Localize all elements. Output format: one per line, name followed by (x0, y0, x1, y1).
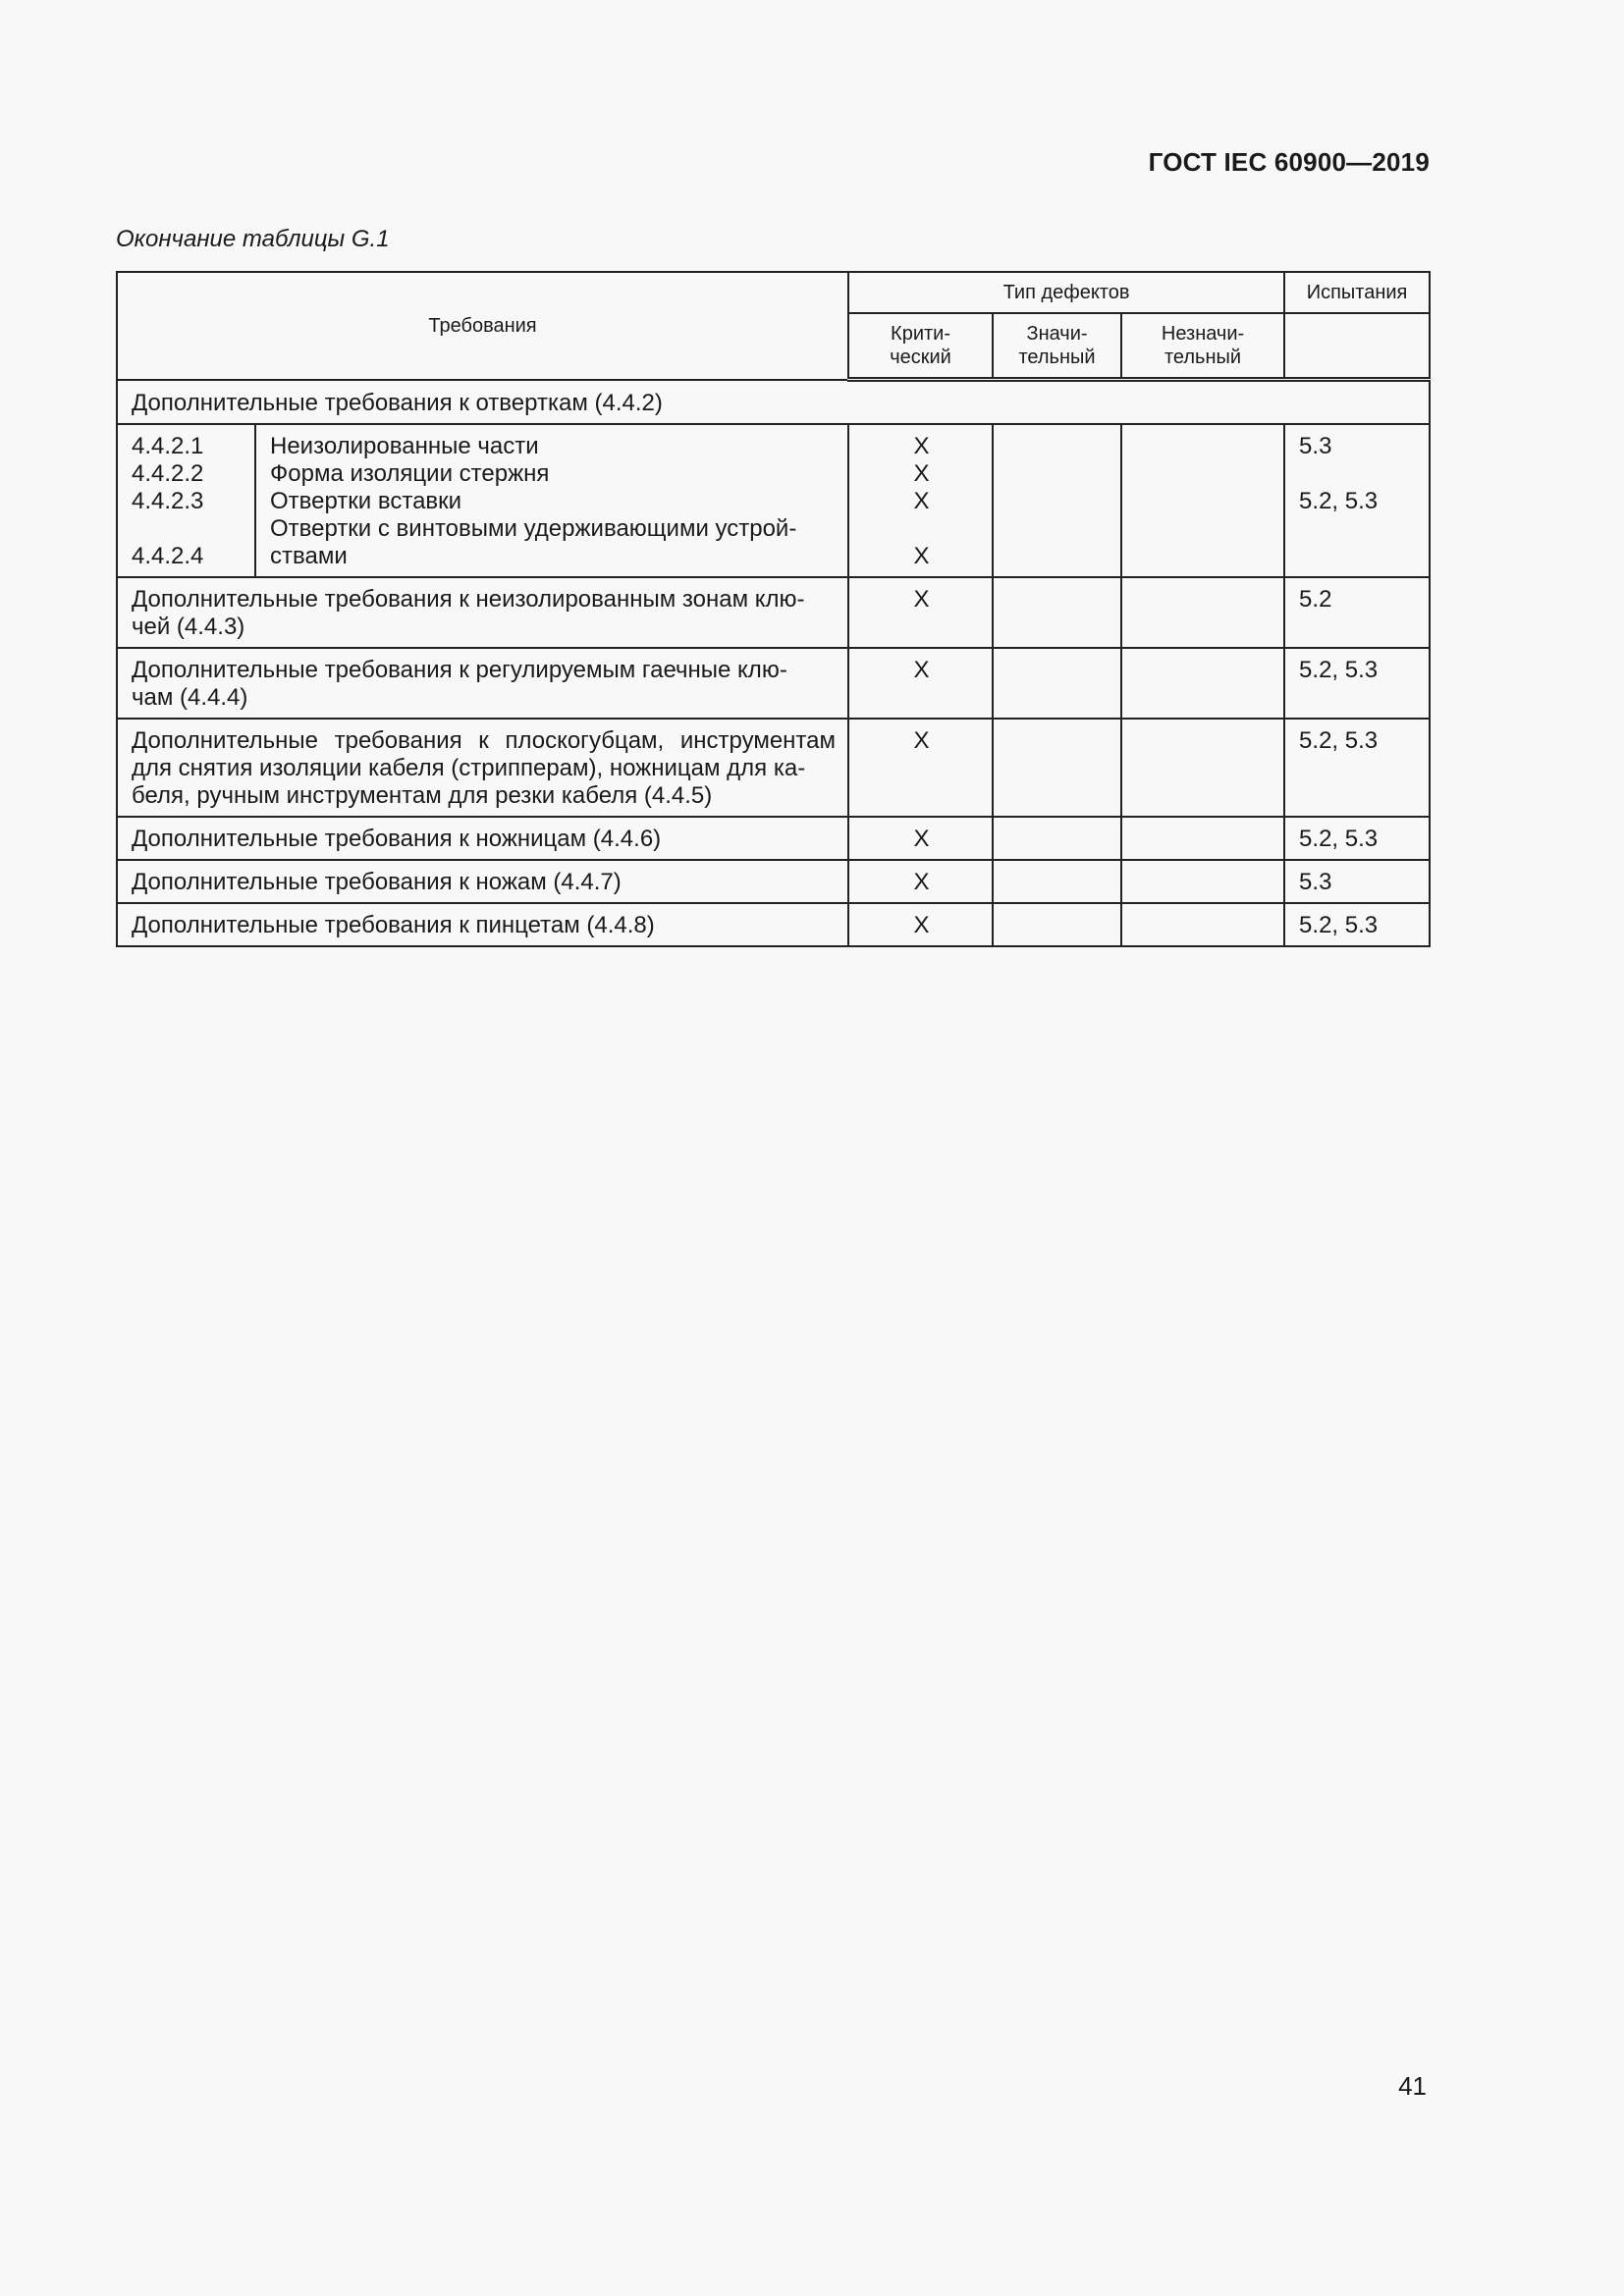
tests-cell: 5.2, 5.3 (1284, 817, 1430, 860)
table-row (117, 424, 1430, 577)
table-row (117, 577, 1430, 648)
requirements-table (116, 271, 1431, 947)
minor-cell (1121, 424, 1284, 577)
tests-value (1299, 515, 1417, 543)
header-tests: Испытания (1284, 272, 1430, 313)
page-number: 41 (1398, 2071, 1427, 2101)
tests-value (1299, 460, 1417, 488)
tests-cell: 5.2, 5.3 (1284, 719, 1430, 817)
minor-cell (1121, 903, 1284, 946)
section-row (117, 380, 1430, 425)
header-critical: Крити- ческий (848, 313, 993, 380)
tests-cell: 5.2 (1284, 577, 1430, 648)
tests-cell: 5.2, 5.3 (1284, 903, 1430, 946)
significant-cell (993, 577, 1121, 648)
header-requirements: Требования (117, 272, 848, 380)
document-code: ГОСТ IEC 60900—2019 (1148, 147, 1430, 177)
minor-cell (1121, 817, 1284, 860)
minor-cell (1121, 860, 1284, 903)
table-row (117, 719, 1430, 817)
minor-cell (1121, 719, 1284, 817)
critical-mark: X (913, 433, 930, 459)
requirement-cell: Дополнительные требования к неизолированным зонам клю- чей (4.4.3) (117, 577, 848, 648)
critical-cell: X (848, 817, 993, 860)
table-caption: Окончание таблицы G.1 (116, 226, 390, 252)
requirement-cell: Дополнительные требования к плоскогубцам, инструментам для снятия изоляции кабеля (стрипперам), ножницам для ка- беля, ручным инструментам для резки кабеля (4.4.5) (117, 719, 848, 817)
header-defect-type: Тип дефектов (848, 272, 1284, 313)
critical-mark: X (913, 460, 930, 487)
tests-value: 5.3 (1299, 433, 1332, 459)
critical-mark: X (913, 543, 930, 569)
section-screwdrivers: Дополнительные требования к отверткам (4.4.2) (117, 380, 1430, 425)
significant-cell (993, 424, 1121, 577)
clause-number: 4.4.2.4 (132, 543, 204, 569)
clause-number: 4.4.2.2 (132, 460, 204, 487)
table-row (117, 860, 1430, 903)
clause-name: Отвертки вставки (270, 488, 462, 514)
clause-number: 4.4.2.1 (132, 433, 204, 459)
sub-clause-names (255, 424, 848, 577)
requirement-cell: Дополнительные требования к регулируемым гаечные клю- чам (4.4.4) (117, 648, 848, 719)
significant-cell (993, 648, 1121, 719)
clause-name: Отвертки с винтовыми удерживающими устрой- ствами (270, 515, 797, 569)
tests-value: 5.2, 5.3 (1299, 488, 1379, 514)
critical-cell (848, 424, 993, 577)
minor-cell (1121, 648, 1284, 719)
requirement-cell: Дополнительные требования к ножницам (4.4.6) (117, 817, 848, 860)
critical-cell: X (848, 719, 993, 817)
tests-cell (1284, 424, 1430, 577)
clause-name: Форма изоляции стержня (270, 460, 550, 487)
tests-cell: 5.3 (1284, 860, 1430, 903)
significant-cell (993, 719, 1121, 817)
sub-clause-numbers (117, 424, 255, 577)
requirement-cell: Дополнительные требования к ножам (4.4.7) (117, 860, 848, 903)
significant-cell (993, 860, 1121, 903)
critical-cell: X (848, 903, 993, 946)
tests-cell: 5.2, 5.3 (1284, 648, 1430, 719)
header-significant: Значи- тельный (993, 313, 1121, 380)
minor-cell (1121, 577, 1284, 648)
table-row (117, 648, 1430, 719)
critical-cell: X (848, 577, 993, 648)
requirement-cell: Дополнительные требования к пинцетам (4.4.8) (117, 903, 848, 946)
clause-name: Неизолированные части (270, 433, 539, 459)
header-tests-empty (1284, 313, 1430, 380)
critical-cell: X (848, 648, 993, 719)
clause-number: 4.4.2.3 (132, 488, 204, 514)
critical-cell: X (848, 860, 993, 903)
header-minor: Незначи- тельный (1121, 313, 1284, 380)
table-row (117, 903, 1430, 946)
critical-mark: X (913, 488, 930, 514)
table-row (117, 817, 1430, 860)
significant-cell (993, 903, 1121, 946)
significant-cell (993, 817, 1121, 860)
